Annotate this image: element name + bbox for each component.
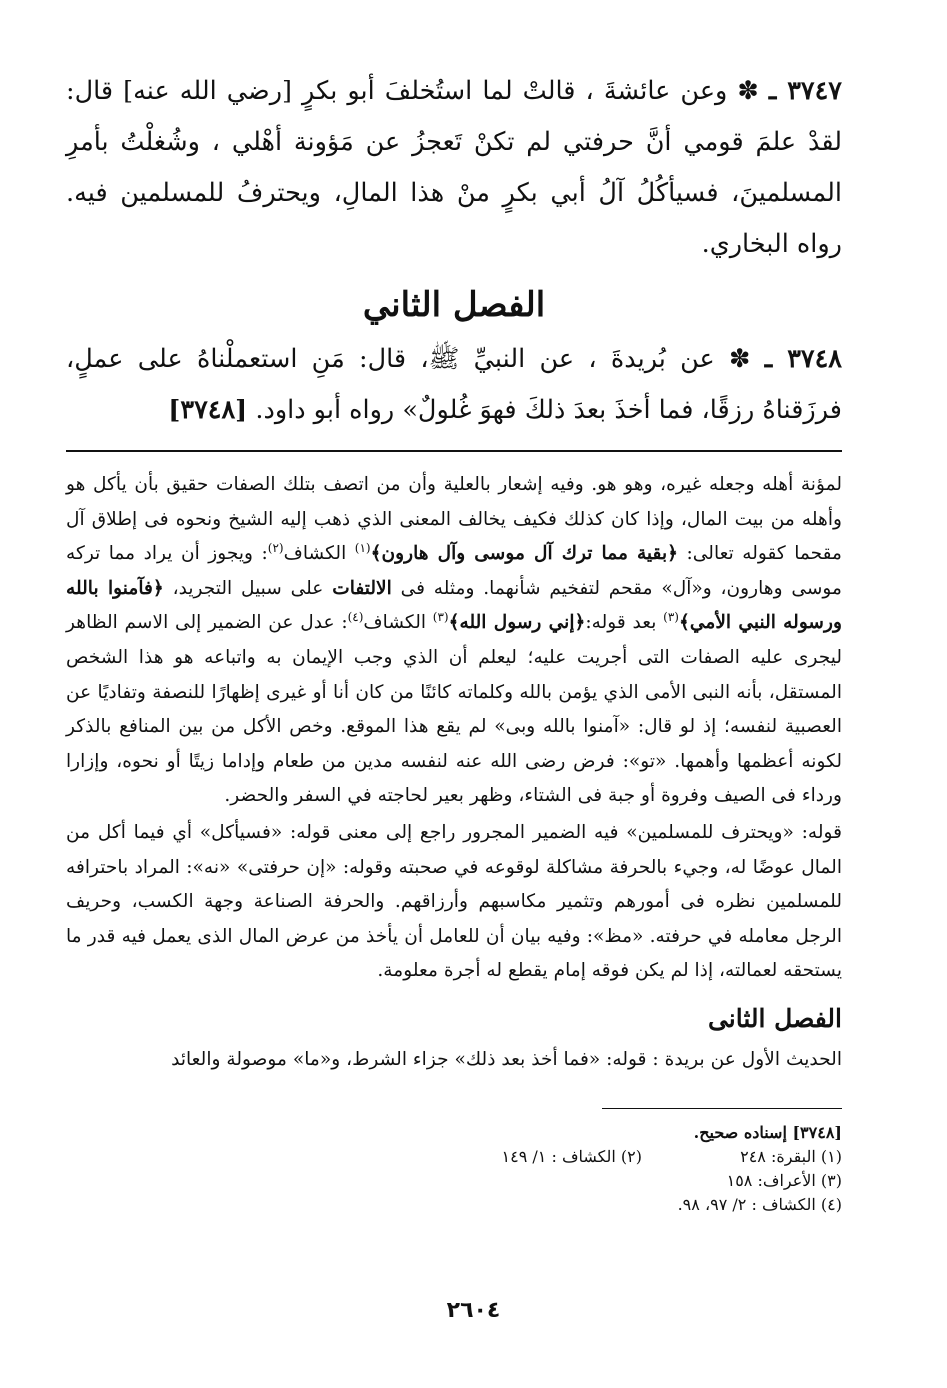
footnote-row (66, 1145, 842, 1169)
hadith-3747 (66, 66, 842, 270)
footnote: (٤) الكشاف : ٢/ ٩٧، ٩٨. (677, 1194, 842, 1214)
page-body (66, 66, 842, 1217)
footnote: (١) البقرة: ٢٤٨ (740, 1146, 842, 1166)
quran-quote: ﴿فآمنوا بالله ورسوله النبي الأمي﴾ (66, 577, 842, 634)
footnote-marker: (١) (354, 541, 371, 555)
commentary-text: بعد قوله: (585, 612, 657, 634)
commentary-paragraph (66, 468, 842, 814)
commentary-text: : عدل عن الضمير إلى الاسم الظاهر ليجرى عليه الصفات التى أجريت عليه؛ ليعلم أن الذي وجب الإيمان به واتباعه هو هذا الشخص المستقل، بأنه النبى الأمى الذي يؤمن بالله وكلماته كائنًا من كان أنا أو غيرى إظهارًا للنصفة وتفاديًا عن العصبية لنفسه؛ إذ لو قال: «آمنوا بالله وبى» لم يقع هذا الموقع. وخص الأكل من بين المنافع بالذكر لكونه أعظمها وأهمها. «تو»: فرض رضى الله عنه لنفسه مدين من طعام وإداما زيتًا أو نحوه، وإزارا ورداء فى الصيف وفروة أو جبة فى الشتاء، وظهر بعير لحاجته في السفر والحضر. (66, 612, 842, 807)
quran-quote: ﴿إني رسول الله﴾ (448, 612, 586, 634)
footnote-marker: (٣) (663, 610, 679, 625)
commentary-text: الكشاف (283, 543, 347, 565)
commentary-paragraph: الحديث الأول عن بريدة : قوله: «فما أخذ بعد ذلك» جزاء الشرط، و«ما» موصولة والعائد (171, 1048, 842, 1070)
section-divider (66, 450, 842, 452)
commentary-text: لمؤنة أهله وجعله غيره، وهو هو. وفيه إشعار بالعلية وأن من اتصف بتلك الصفات حقيق بأن يأكل هو وأهله من بيت المال، وإذا كان كذلك فكيف يخالف المعنى الذي ذهب إليه الشيخ ونحوه فى إطلاق آل مقحما كقوله تعالى: (66, 474, 843, 565)
footnote-divider (602, 1108, 842, 1109)
page-number: ٢٦٠٤ (446, 1298, 501, 1323)
hadith-text: ✽ وعن عائشةَ ، قالتْ لما استُخلفَ أبو بكرٍ [رضي الله عنه] قال: لقدْ علمَ قومي أنَّ حرفتي لم تكنْ تَعجزُ عن مَؤونة أهْلي ، وشُغلْتُ بأمرِ المسلمينَ، فسيأكُلُ آلُ أبي بكرٍ منْ هذا المالِ، ويحترفُ للمسلمين فيه. رواه البخاري. (66, 76, 842, 259)
quran-quote: ﴿بقية مما ترك آل موسى وآل هارون﴾ (370, 543, 679, 565)
commentary-paragraph: قوله: «ويحترف للمسلمين» فيه الضمير المجرور راجع إلى معنى قوله: «فسيأكل» أي فيما أكل من المال عوضًا له، وجيء بالحرفة مشاكلة لوقوعه في صحبته وقوله: «إن حرفتى» «نه»: المراد باحترافه للمسلمين نظره فى أمورهم وتثمير مكاسبهم وأرزاقهم. والحرفة الصناعة وجهة الكسب، وحريف الرجل معامله في حرفته. «مظ»: وفيه بيان أن للعامل أن يأخذ من عرض المال الذى يعمل فيه قدر ما يستحقه لعمالته، إذا لم يكن فوقه إمام يقطع له أجرة معلومة. (66, 821, 842, 982)
hadith-number: ٣٧٤٨ ـ (764, 344, 842, 374)
footnote-marker: (٤) (347, 610, 364, 625)
commentary-text: على سبيل التجريد، (172, 577, 324, 599)
hadith-number: ٣٧٤٧ ـ (768, 76, 842, 106)
commentary-text: : ويجوز أن يراد مما تركه موسى وهارون، و«آل» مقحم لتفخيم شأنهما. ومثله فى (66, 543, 842, 599)
footnote-main: [٣٧٤٨] إسناده صحيح. (693, 1122, 842, 1142)
hadith-3748 (66, 334, 842, 436)
commentary-text: الكشاف (363, 612, 427, 634)
footnotes (66, 1121, 842, 1217)
footnote: (٣) الأعراف: ١٥٨ (726, 1170, 842, 1190)
term-iltifat: الالتفات (332, 577, 392, 599)
hadith-text: ✽ عن بُريدةَ ، عن النبيِّ ﷺ، قال: مَنِ استعملْناهُ على عملٍ، فرزَقناهُ رزقًا، فما أخذَ بعدَ ذلكَ فهوَ غُلولٌ» رواه أبو داود. (66, 344, 842, 425)
section-title: الفصل الثاني (362, 285, 546, 325)
footnote-marker: (٢) (267, 541, 284, 555)
footnote-marker: (٣) (432, 610, 449, 625)
footnote: (٢) الكشاف : ١/ ١٤٩ (501, 1146, 642, 1166)
commentary-section-title: الفصل الثانى (707, 1003, 842, 1033)
hadith-reference: [٣٧٤٨] (168, 395, 248, 425)
